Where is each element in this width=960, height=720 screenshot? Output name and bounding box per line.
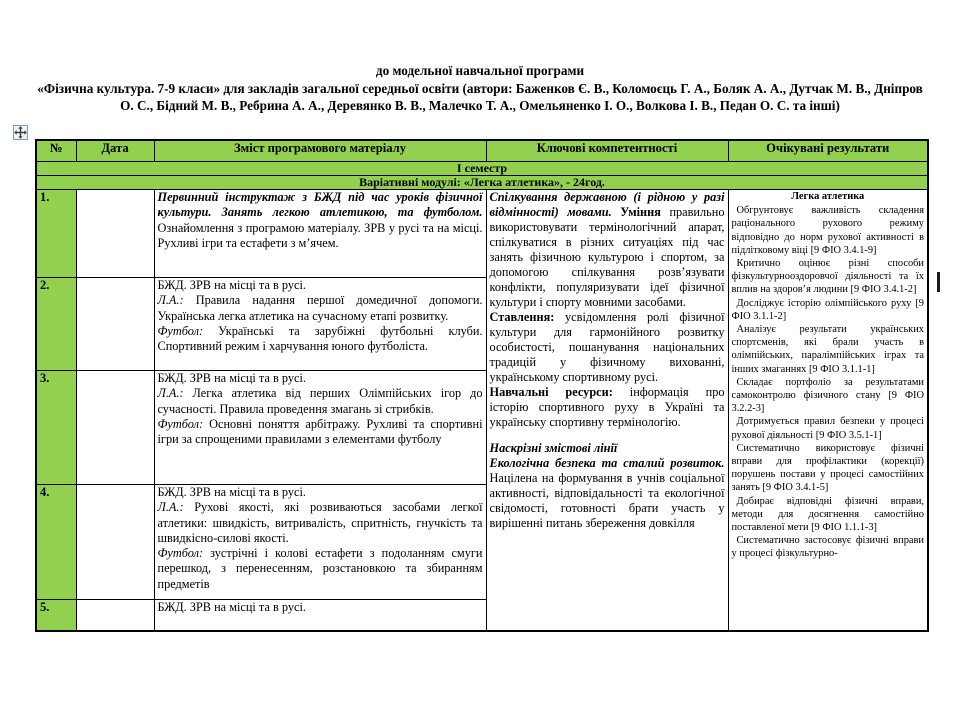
lesson-5-line1: БЖД. ЗРВ на місці та в русі. [157, 600, 306, 614]
curriculum-table [35, 139, 929, 632]
result-item: Систематично використовує фізичні вправи для профілактики (корекції) порушень постави у процесі самостійних занять [9 ФІО 3.4.1-5] [731, 442, 924, 494]
football-label: Футбол: [157, 323, 204, 338]
results-title: Легка атлетика [791, 191, 865, 202]
la-text: Легка атлетика від перших Олімпійських ігор до сучасності. Правила проведення змагань зі стрибків. [157, 386, 483, 416]
date-cell[interactable] [76, 485, 154, 600]
date-cell[interactable] [76, 278, 154, 371]
semester-label: І семестр [36, 162, 928, 176]
lesson-4-line1: БЖД. ЗРВ на місці та в русі. [157, 485, 306, 499]
result-item: Систематично застосовує фізичні вправи у процесі фізкультурно- [731, 535, 924, 560]
lesson-3-line1: БЖД. ЗРВ на місці та в русі. [157, 371, 306, 385]
result-item: Аналізує результати українських спортсменів, які брали участь в олімпійських, паралімпійських іграх та інших змаганнях [9 ФІО 3.1.1-1] [731, 324, 924, 375]
content-lines-heading: Наскрізні змістові лінії [489, 441, 618, 455]
competencies-cell [486, 190, 728, 632]
date-cell[interactable] [76, 190, 154, 278]
col-header-date: Дата [76, 140, 154, 162]
module-row [36, 176, 928, 190]
ecology-text: Націлена на формування в учнів соціальної активності, відповідальності та екологічної свідомості, готовності брати участь у вирішенні питань збереження довкілля [489, 471, 725, 530]
football-text: Основні поняття арбітражу. Рухливі та спортивні ігри за спрощеними правилами з елементами футболу [157, 416, 483, 447]
results-cell [728, 190, 928, 632]
row-number-cell: 3. [36, 371, 76, 485]
football-text: зустрічні і колові естафети з подоланням смуги перешкод, з перенесенням, розстановкою та збиранням предметів [157, 546, 483, 591]
lesson-2-line1: БЖД. ЗРВ на місці та в русі. [157, 278, 306, 292]
date-cell[interactable] [76, 371, 154, 485]
col-header-num: № [36, 140, 76, 162]
date-cell[interactable] [76, 600, 154, 632]
skill-text: правильно використовувати термінологічний апарат, спілкуватися в різних ситуаціях під час занять фізичною культурою і спортом, за допомогою спілкування розв’язувати конфлікти, популяризувати ідеї фізичної культури і спорту мовними засобами. [489, 205, 725, 309]
content-cell [154, 278, 486, 371]
content-cell [154, 190, 486, 278]
la-label: Л.А.: [157, 293, 184, 308]
result-item: Дотримується правил безпеки у процесі рухової діяльності [9 ФІО 3.5.1-1] [731, 416, 924, 441]
football-label: Футбол: [157, 546, 204, 561]
col-header-results: Очікувані результати [728, 140, 928, 162]
content-cell [154, 371, 486, 485]
lesson-1-rest: Ознайомлення з програмою матеріалу. ЗРВ у русі та на місці. Рухливі ігри та естафети з м’ячем. [157, 220, 483, 250]
row-number-cell: 4. [36, 485, 76, 600]
semester-row [36, 162, 928, 176]
row-number-cell: 2. [36, 278, 76, 371]
la-label: Л.А.: [157, 386, 184, 401]
col-header-content: Зміст програмового матеріалу [154, 140, 486, 162]
table-row [36, 190, 928, 278]
result-item: Складає портфоліо за результатами самоконтролю фізичного стану [9 ФІО 3.2.2-3] [731, 376, 924, 415]
football-label: Футбол: [157, 416, 204, 431]
result-item: Обгрунтовує важливість складення раціонального рухового режиму відповідно до норм рухової активності в підлітковому віці [9 ФІО 3.4.1-9] [731, 205, 924, 256]
result-item: Досліджує історію олімпійського руху [9 ФІО 3.1.1-2] [731, 297, 924, 322]
page-title [36, 62, 924, 115]
resources-label: Навчальні ресурси: [489, 385, 613, 399]
heading-line1: до модельної навчальної програми [375, 63, 585, 78]
table-move-handle-icon[interactable] [13, 125, 28, 140]
col-header-competencies: Ключові компетентності [486, 140, 728, 162]
skill-label: Уміння [620, 205, 661, 219]
table-header-row [36, 140, 928, 162]
attitude-text: усвідомлення ролі фізичної культури для гармонійного розвитку особистості, пошанування національних традицій у фізичному вихованні, українському спортивному русі. [489, 310, 725, 384]
football-text: Українські та зарубіжні футбольні клуби. Спортивний режим і харчування юного футболіста. [157, 323, 483, 354]
la-text: Правила надання першої домедичної допомоги. Українська легка атлетика на сучасному етапі розвитку. [157, 293, 483, 323]
content-cell [154, 600, 486, 632]
ecology-lead: Екологічна безпека та сталий розвиток. [489, 456, 725, 470]
module-label: Варіативні модулі: «Легка атлетика», - 24год. [36, 176, 928, 190]
communication-lead: Спілкування державною (і рідною у разі відмінності) мовами. [489, 190, 725, 219]
lesson-1-lead: Первинний інструктаж з БЖД під час уроків фізичної культури. Занять легкою атлетикою, та футболом. [157, 190, 483, 220]
heading-authors: «Фізична культура. 7-9 класи» для закладів загальної середньої освіти (автори: Баженков Є. В., Коломоєць Г. А., Боляк А. А., Дутчак М. В., Дніпров О. С., Бідний М. В., Ребрина А. А., Деревянко В. В., Малечко Т. А., Омельяненко І. О., Волкова І. В., Педан О. С. та інші) [37, 80, 923, 113]
row-number-cell: 1. [36, 190, 76, 278]
row-number-cell: 5. [36, 600, 76, 632]
la-text: Рухові якості, які розвиваються засобами легкої атлетики: швидкість, витривалість, спритність, гнучкість та швидкісно-силові якості. [157, 500, 483, 545]
content-cell [154, 485, 486, 600]
result-item: Добирає відповідні фізичні вправи, методи для досягнення самостійно поставленої мети [9 ФІО 1.1.1-3] [731, 495, 924, 534]
la-label: Л.А.: [157, 500, 184, 515]
text-cursor [937, 272, 940, 292]
result-item: Критично оцінює різні способи фізкультурнооздоровчої діяльності та їх вплив на здоров’я людини [9 ФІО 3.4.1-2] [731, 258, 924, 296]
resources-text: інформація про історію спортивного руху в Україні та українську спортивну термінологію. [489, 385, 725, 429]
attitude-label: Ставлення: [489, 310, 555, 324]
